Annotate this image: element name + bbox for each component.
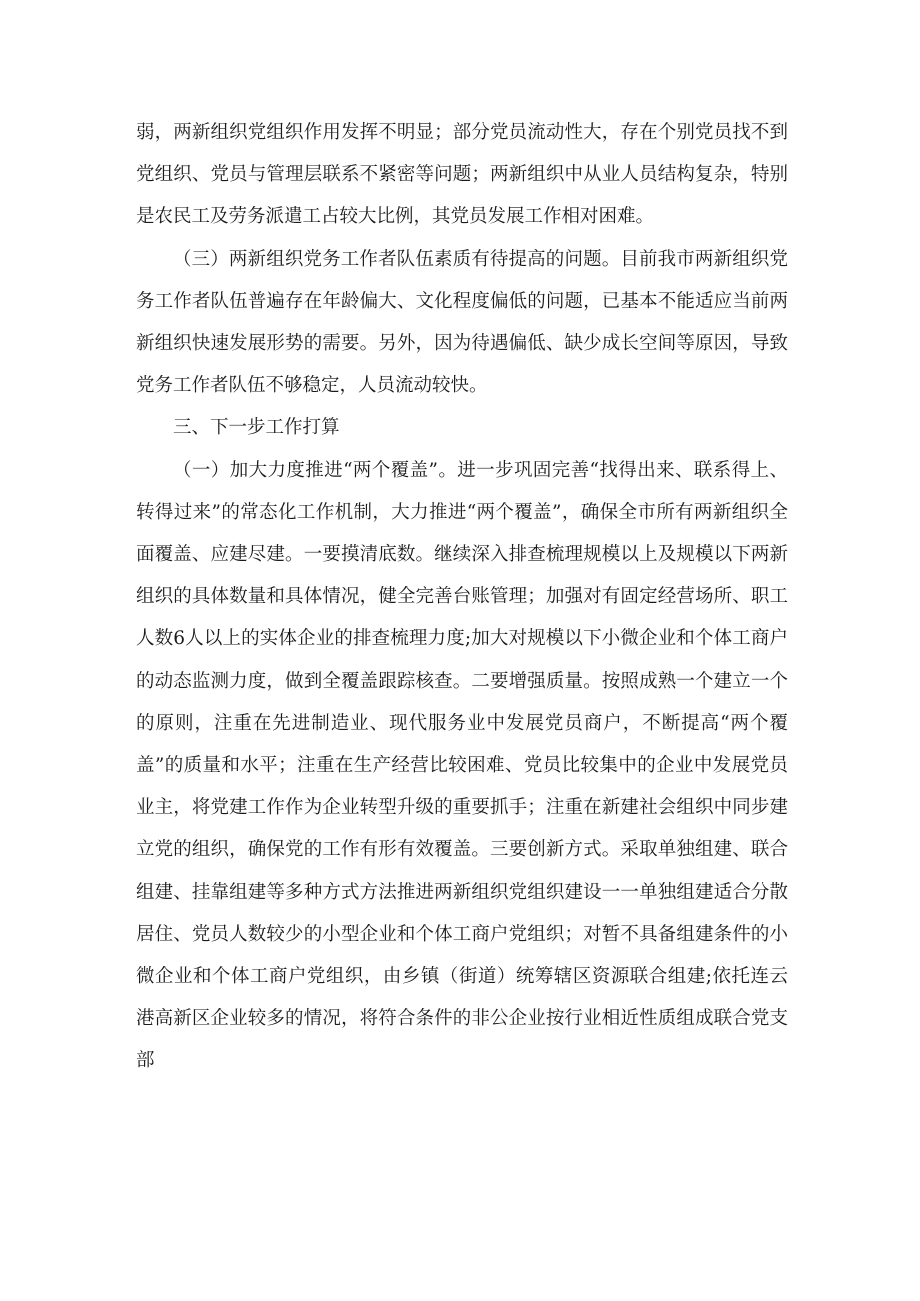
paragraph-section-three-issue: （三）两新组织党务工作者队伍素质有待提高的问题。目前我市两新组织党务工作者队伍普遍存在年龄偏大、文化程度偏低的问题，已基本不能适应当前两新组织快速发展形势的需要。另外，因为待遇偏低、缺少成长空间等原因，导致党务工作者队伍不够稳定，人员流动较快。 [136,248,788,397]
document-body [136,112,788,1083]
paragraph-two-coverages: （一）加大力度推进“两个覆盖”。进一步巩固完善“找得出来、联系得上、转得过来”的常态化工作机制，大力推进“两个覆盖”，确保全市所有两新组织全面覆盖、应建尽建。一要摸清底数。继续深入排查梳理规模以上及规模以下两新组织的具体数量和具体情况，健全完善台账管理；加强对有固定经营场所、职工人数6人以上的实体企业的排查梳理力度;加大对规模以下小微企业和个体工商户的动态监测力度，做到全覆盖跟踪核查。二要增强质量。按照成熟一个建立一个的原则，注重在先进制造业、现代服务业中发展党员商户，不断提高“两个覆盖”的质量和水平；注重在生产经营比较困难、党员比较集中的企业中发展党员业主，将党建工作作为企业转型升级的重要抓手；注重在新建社会组织中同步建立党的组织，确保党的工作有形有效覆盖。三要创新方式。采取单独组建、联合组建、挂靠组建等多种方式方法推进两新组织党组织建设一一单独组建适合分散居住、党员人数较少的小型企业和个体工商户党组织；对暂不具备组建条件的小微企业和个体工商户党组织，由乡镇（街道）统筹辖区资源联合组建;依托连云港高新区企业较多的情况，将符合条件的非公企业按行业相近性质组成联合党支部 [136,459,788,1072]
section-heading-next-steps: 三、下一步工作打算 [173,417,340,439]
paragraph-continuation: 弱，两新组织党组织作用发挥不明显；部分党员流动性大，存在个别党员找不到党组织、党员与管理层联系不紧密等问题；两新组织中从业人员结构复杂，特别是农民工及劳务派遣工占较大比例，其党员发展工作相对困难。 [136,122,788,228]
